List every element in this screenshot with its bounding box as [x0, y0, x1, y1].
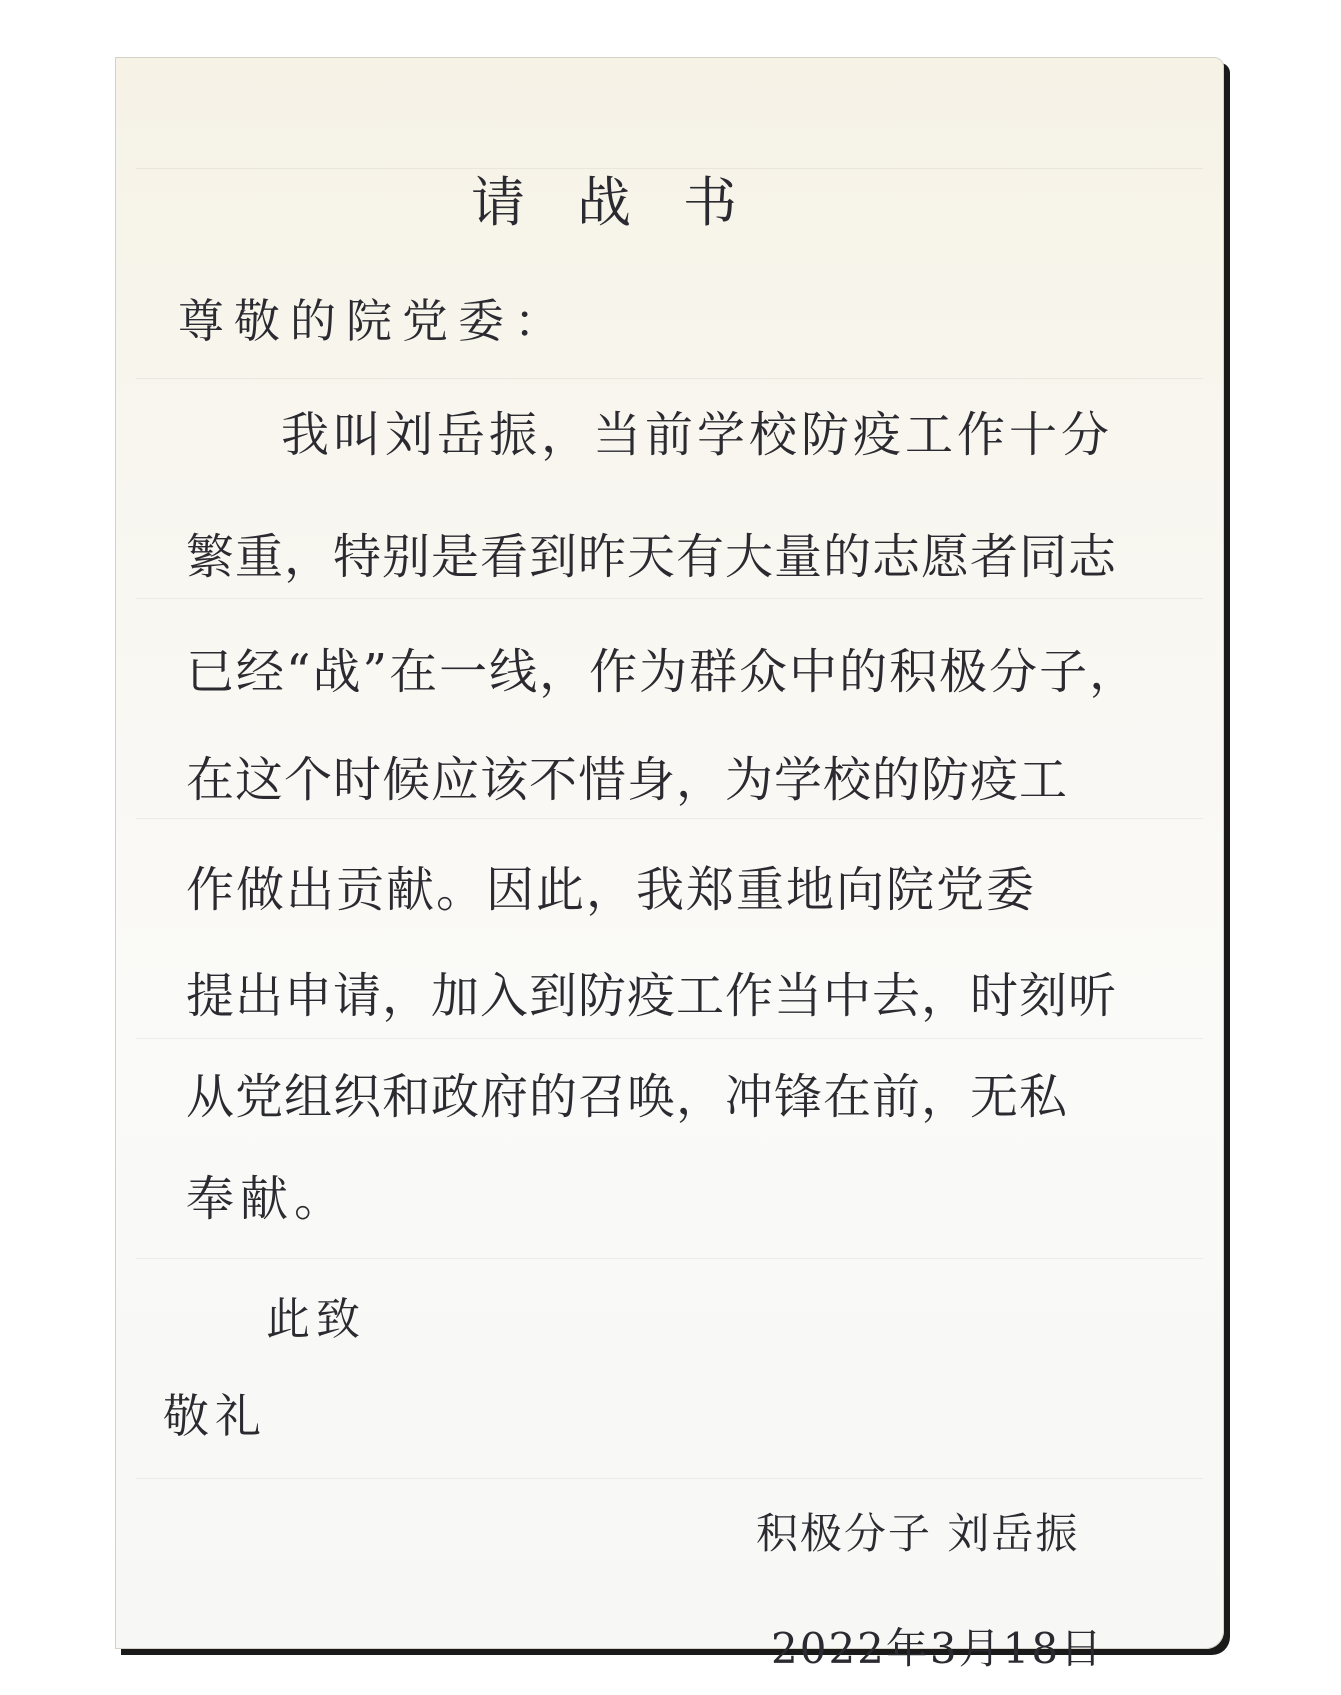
salutation: 尊敬的院党委：: [178, 294, 570, 348]
ruled-line: [136, 168, 1203, 169]
ruled-line: [136, 1038, 1203, 1039]
body-line: 繁重，特别是看到昨天有大量的志愿者同志: [186, 529, 1118, 585]
body-line: 提出申请，加入到防疫工作当中去，时刻听: [186, 968, 1118, 1024]
ruled-line: [136, 1258, 1203, 1259]
date: 2022年3月18日: [771, 1624, 1105, 1673]
body-line: 已经“战”在一线，作为群众中的积极分子，: [186, 644, 1140, 700]
letter-title: 请战书: [471, 171, 789, 234]
ruled-line: [136, 1478, 1203, 1479]
ruled-line: [136, 818, 1203, 819]
body-line: 从党组织和政府的召唤，冲锋在前，无私: [186, 1069, 1069, 1125]
closing-line-2: 敬礼: [163, 1389, 267, 1443]
ruled-line: [136, 378, 1203, 379]
body-line: 我叫刘岳振，当前学校防疫工作十分: [281, 407, 1114, 463]
closing-line-1: 此致: [266, 1294, 366, 1345]
ruled-line: [136, 598, 1203, 599]
body-line: 作做出贡献。因此，我郑重地向院党委: [186, 862, 1037, 918]
signature: 积极分子 刘岳振: [756, 1509, 1080, 1558]
body-line: 奉献。: [186, 1171, 349, 1227]
body-line: 在这个时候应该不惜身，为学校的防疫工: [186, 752, 1069, 808]
paper-sheet: [115, 57, 1224, 1673]
